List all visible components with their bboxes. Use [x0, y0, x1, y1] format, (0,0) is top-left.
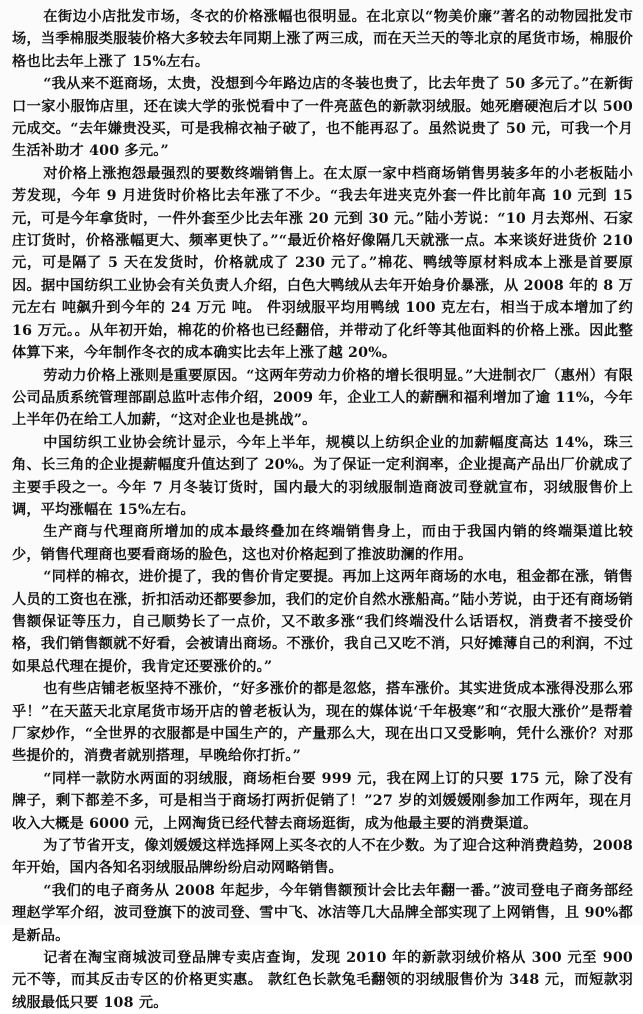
paragraph-zhang-yue-quote: “我从来不逛商场，太贵，没想到今年路边店的冬装也贵了，比去年贵了 50 多元了。”在新街口一家小服饰店里，还在读大学的张悦看中了一件亮蓝色的新款羽绒服。她死磨硬泡后才以 500 元成交。“去年嫌贵没买，可是我棉衣袖子破了，也不能再忍了。虽然说贵了 50 元，可我一个月生活补助才 400 多元。” — [12, 76, 633, 160]
paragraph-retail-complaints: 对价格上涨抱怨最强烈的要数终端销售上。在太原一家中档商场销售男装多年的小老板陆小芳发现，今年 9 月进货时价格比去年涨了不少。“我去年进夹克外套一件比前年高 10 元到 15 元，可是今年拿货时，一件外套至少比去年涨 20 元到 30 元。”陆小芳说：“10 月去郑州、石家庄订货时，价格涨幅更大、频率更快了。”“最近价格好像隔几天就涨一点。本来谈好进货价 210 元，可是隔了 5 天在发货时，价格就成了 230 元了。”棉花、鸭绒等原材料成本上涨是首要原因。据中国纺织工业协会有关负责人介绍，白色大鸭绒从去年开始身价暴涨，从 2008 年的 8 万元左右 吨飙升到今年的 24 万元 吨。 件羽绒服平均用鸭绒 100 克左右，相当于成本增加了约 16 万元。。从年初开始，棉花的价格也已经翻倍，并带动了化纤等其他面料的价格上涨。因此整体算下来，今年制作冬衣的成本确实比去年上涨了越 20%。 — [12, 165, 633, 362]
article-body — [12, 6, 633, 1014]
paragraph-street-store-prices: 在街边小店批发市场，冬衣的价格涨幅也很明显。在北京以“物美价廉”著名的动物园批发市场，当季棉服类服装价格大多较去年同期上涨了两三成，而在天兰天的等北京的尾货市场，棉服价格也比去年上涨了 15%左右。 — [12, 9, 633, 70]
paragraph-textile-association-stats: 中国纺织工业协会统计显示，今年上半年，规模以上纺织企业的加薪幅度高达 14%，珠三角、长三角的企业提薪幅度升值达到了 20%。为了保证一定利润率，企业提高产品出厂价就成了主要手段之一。今年 7 月冬装订货时，国内最大的羽绒服制造商波司登就宣布，羽绒服售价上调，平均涨幅在 15%左右。 — [12, 434, 633, 518]
paragraph-labor-cost: 劳动力价格上涨则是重要原因。“这两年劳动力价格的增长很明显。”大进制衣厂（惠州）有限公司品质系统管理部副总监叶志伟介绍，2009 年，企业工人的薪酬和福利增加了逾 11%，今年上半年仍在给工人加薪，“这对企业也是挑战”。 — [12, 367, 633, 429]
paragraph-distribution-channels: 生产商与代理商所增加的成本最终叠加在终端销售身上，而由于我国内销的终端渠道比较少，销售代理商也要看商场的脸色，这也对价格起到了推波助澜的作用。 — [12, 524, 633, 563]
paragraph-no-price-rise-owners: 也有些店铺老板坚持不涨价，“好多涨价的都是忽悠，搭车涨价。其实进货成本涨得没那么邪乎！”在天蓝天北京尾货市场开店的曾老板认为，现在的媒体说‘千年极寒”和“衣服大涨价”是帮着厂家炒作，“全世界的衣服都是中国生产的，产量那么大，现在出口又受影响，凭什么涨价？对那些提价的，消费者就别搭理，早晚给你打折。” — [12, 681, 633, 765]
paragraph-online-sales-trend: 为了节省开支，像刘媛媛这样选择网上买冬衣的人不在少数。为了迎合这种消费趋势，2008 年开始，国内各知名羽绒服品牌纷纷启动网略销售。 — [12, 838, 633, 877]
paragraph-taobao-prices: 记者在淘宝商城波司登品牌专卖店查询，发现 2010 年的新款羽绒价格从 300 元至 900 元不等，而其反击专区的价格更实惠。 款红色长款兔毛翻领的羽绒服售价为 348 元，而短款羽绒服最低只要 108 元。 — [12, 950, 633, 1011]
paragraph-bosideng-ecommerce: “我们的电子商务从 2008 年起步，今年销售额预计会比去年翻一番。”波司登电子商务部经理赵学军介绍，波司登旗下的波司登、雪中飞、冰洁等几大品牌全部实现了上网销售，且 90%都是新品。 — [12, 882, 633, 944]
paragraph-lu-xiaofang-quote: “同样的棉衣，进价提了，我的售价肯定要提。再加上这两年商场的水电，租金都在涨，销售人员的工资也在涨，折扣活动还都要参加，我们的定价自然水涨船高。”陆小芳说，由于还有商场销售额保证等压力，自己顺势长了一点价，又不敢多涨“我们终端没什么话语权，消费者不接受价格，我们销售额就不好看，会被请出商场。不涨价，我自己又吃不消，只好摊薄自己的利润，不过如果总代理在提价，我肯定还要涨价的。” — [12, 569, 633, 675]
paragraph-liu-yuanyuan-online: “同样一款防水两面的羽绒服，商场柜台要 999 元，我在网上订的只要 175 元，除了没有牌子，剩下都差不多，可是相当于商场打两折促销了！”27 岁的刘媛媛刚参加工作两年，现在月收入大概是 6000 元，上网淘货已经代替去商场逛街，成为他最主要的消费渠道。 — [12, 770, 633, 832]
